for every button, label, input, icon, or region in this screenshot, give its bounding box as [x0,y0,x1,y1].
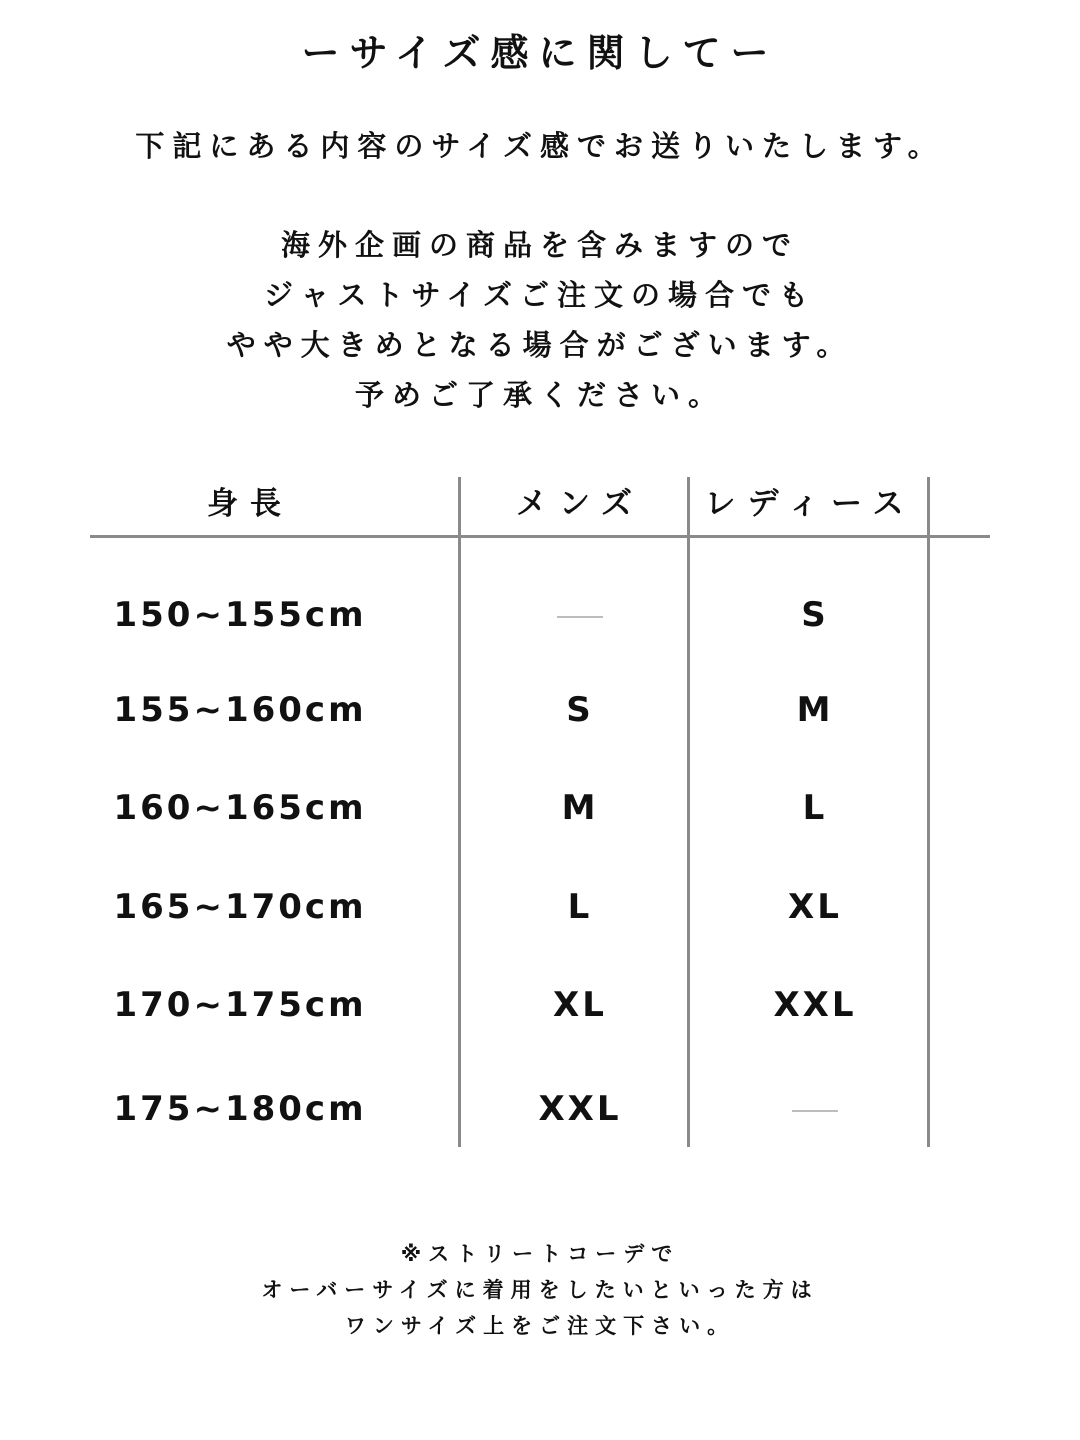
footnote-line: オーバーサイズに着用をしたいといった方は [261,1278,819,1302]
mens-size-cell: XL [553,985,607,1025]
notice-line: やや大きめとなる場合がございます。 [226,328,854,362]
height-cell: 165~170cm [113,887,367,927]
notice-line: 予めご了承ください。 [354,378,725,412]
height-cell: 175~180cm [113,1089,367,1129]
header-mens: メンズ [515,486,645,522]
ladies-size-cell: L [802,788,828,828]
ladies-size-cell: XL [788,887,842,927]
footnote-line: ※ストリートコーデで [400,1242,680,1266]
ladies-size-cell: XXL [773,985,857,1025]
height-cell: 150~155cm [113,595,367,635]
height-cell: 160~165cm [113,788,367,828]
intro-text: 下記にある内容のサイズ感でお送りいたします。 [135,129,945,163]
notice-line: ジャストサイズご注文の場合でも [263,278,817,312]
column-divider [458,477,461,1147]
notice-line: 海外企画の商品を含みますので [280,228,799,262]
mens-size-cell: M [561,788,599,828]
mens-size-cell: XXL [538,1089,622,1129]
height-cell: 155~160cm [113,690,367,730]
height-cell: 170~175cm [113,985,367,1025]
footnote [0,1236,1080,1344]
page-title: ーサイズ感に関してー [301,31,779,75]
mens-size-cell: S [566,690,594,730]
header-divider [90,535,990,538]
header-height: 身長 [207,486,293,522]
ladies-size-cell: M [796,690,834,730]
notice-block [0,220,1080,420]
not-available-dash [557,616,603,618]
ladies-size-cell: S [801,595,829,635]
mens-size-cell: L [567,887,593,927]
footnote-line: ワンサイズ上をご注文下さい。 [344,1314,736,1338]
header-ladies: レディース [704,486,916,522]
not-available-dash [792,1110,838,1112]
